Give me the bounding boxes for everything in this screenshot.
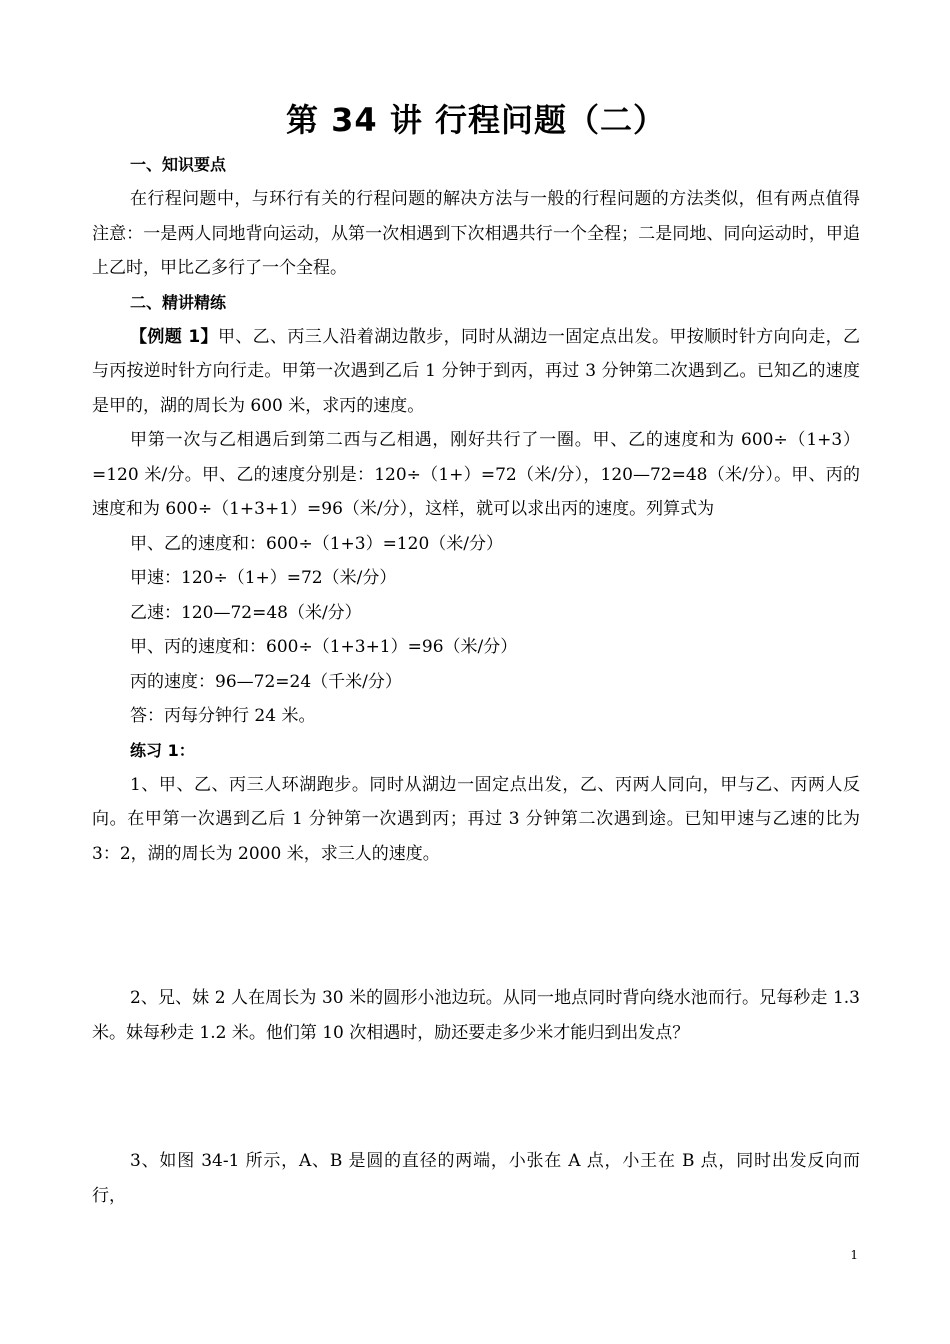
document-page — [92, 96, 860, 1213]
answer-line: 答：丙每分钟行 24 米。 — [130, 706, 316, 726]
answer-space — [92, 1050, 860, 1144]
knowledge-paragraph: 在行程问题中，与环行有关的行程问题的解决方法与一般的行程问题的方法类似，但有两点值得注意：一是两人同地背向运动，从第一次相遇到下次相遇共行一个全程；二是同地、同向运动时，甲追上乙时，甲比乙多行了一个全程。 — [92, 189, 860, 278]
practice-question-1: 1、甲、乙、丙三人环湖跑步。同时从湖边一固定点出发，乙、丙两人同向，甲与乙、丙两人反向。在甲第一次遇到乙后 1 分钟第一次遇到丙；再过 3 分钟第二次遇到途。已知甲速与乙速的比为 3：2，湖的周长为 2000 米，求三人的速度。 — [92, 774, 860, 864]
practice-question-2: 2、兄、妹 2 人在周长为 30 米的圆形小池边玩。从同一地点同时背向绕水池而行。兄每秒走 1.3 米。妹每秒走 1.2 米。他们第 10 次相遇时，励还要走多少米才能归到出发点？ — [92, 988, 860, 1043]
calc-line: 甲速：120÷（1+）=72（米/分） — [130, 568, 397, 588]
section-heading-knowledge: 一、知识要点 — [130, 155, 227, 174]
practice-heading: 练习 1： — [130, 740, 195, 760]
calc-line: 乙速：120—72=48（米/分） — [130, 602, 362, 623]
solution-paragraph: 甲第一次与乙相遇后到第二西与乙相遇，刚好共行了一圈。甲、乙的速度和为 600÷（1+3）=120 米/分。甲、乙的速度分别是：120÷（1+）=72（米/分），120—72=48（米/分）。甲、丙的速度和为 600÷（1+3+1）=96（米/分），这样，就可以求出丙的速度。列算式为 — [92, 430, 860, 519]
section-heading-practice-lecture: 二、精讲精练 — [130, 292, 227, 312]
example-1-text: 甲、乙、丙三人沿着湖边散步，同时从湖边一固定点出发。甲按顺时针方向向走，乙与丙按逆时针方向行走。甲第一次遇到乙后 1 分钟于到丙，再过 3 分钟第二次遇到乙。已知乙的速度是甲的，湖的周长为 600 米，求丙的速度。 — [92, 326, 861, 416]
calc-line: 甲、丙的速度和：600÷（1+3+1）=96（米/分） — [130, 637, 518, 657]
page-title: 第 34 讲 行程问题（二） — [286, 101, 666, 139]
page-number: 1 — [850, 1248, 858, 1262]
example-1-paragraph — [92, 320, 860, 424]
answer-space — [92, 871, 860, 981]
calc-line: 丙的速度：96—72=24（千米/分） — [130, 671, 402, 692]
example-1-label: 【例题 1】 — [130, 326, 218, 347]
practice-question-3: 3、如图 34-1 所示，A、B 是圆的直径的两端，小张在 A 点，小王在 B 点，同时出发反向而行， — [92, 1151, 860, 1206]
calc-line: 甲、乙的速度和：600÷（1+3）=120（米/分） — [130, 533, 503, 554]
